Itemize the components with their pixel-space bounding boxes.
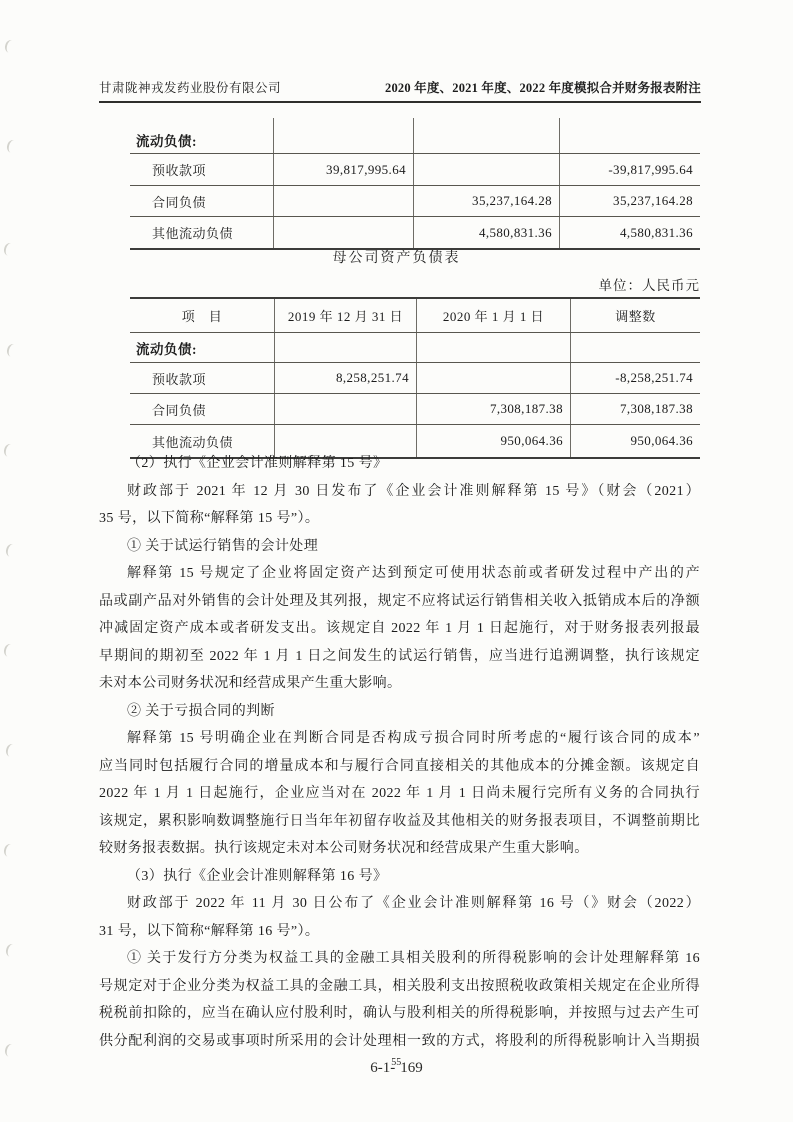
item-cell: 其他流动负债 <box>152 434 234 450</box>
table-row <box>130 393 700 424</box>
header-cell: 调整数 <box>570 299 700 332</box>
body-text-line: （3）执行《企业会计准则解释第 16 号》 <box>127 868 388 884</box>
value-cell: -39,817,995.64 <box>559 154 700 185</box>
table-row <box>130 362 700 393</box>
body-text-line: 冲减固定资产成本或者研发支出。该规定自 2022 年 1 月 1 日起施行，对于财务报表列报最 <box>99 621 700 636</box>
item-cell: 合同负债 <box>152 402 207 418</box>
page-number <box>0 1057 793 1077</box>
value-cell <box>416 333 570 362</box>
page-header <box>99 78 701 103</box>
body-text-line: 税税前扣除的，应当在确认应付股利时，确认与股利相关的所得税影响，并按照与过去产生可 <box>99 1006 700 1021</box>
value-cell <box>570 333 700 362</box>
item-cell: 流动负债: <box>136 134 197 149</box>
body-text-line: 35 号，以下简称“解释第 15 号”）。 <box>99 511 320 526</box>
item-cell: 预收款项 <box>152 163 207 178</box>
value-cell: 35,237,164.28 <box>559 186 700 216</box>
table-row <box>130 216 700 248</box>
item-cell: 预收款项 <box>152 371 207 387</box>
value-cell <box>413 118 559 153</box>
body-text-line: 供分配利润的交易或事项时所采用的会计处理相一致的方式，将股利的所得税影响计入当期损 <box>99 1033 700 1049</box>
item-cell: 其他流动负债 <box>152 226 234 241</box>
body-text-line: 未对本公司财务状况和经营成果产生重大影响。 <box>99 676 402 691</box>
value-cell: 4,580,831.36 <box>559 217 700 248</box>
value-cell <box>273 118 413 153</box>
header-cell: 项 目 <box>181 309 223 324</box>
scan-artifact <box>4 39 18 54</box>
body-text-line: 号规定对于企业分类为权益工具的金融工具，相关股利支出按照税收政策相关规定在企业所得 <box>99 978 700 994</box>
body-text-line: 解释第 15 号明确企业在判断合同是否构成亏损合同时所考虑的“履行该合同的成本” <box>127 731 700 746</box>
value-cell <box>273 186 413 216</box>
body-text-line: 2022 年 1 月 1 日起施行，企业应当对在 2022 年 1 月 1 日尚未履行完所有义务的合同执行 <box>99 786 700 801</box>
value-cell <box>274 333 416 362</box>
liabilities-continuation-table <box>130 118 700 250</box>
value-cell <box>273 217 413 248</box>
value-cell: 4,580,831.36 <box>413 217 559 248</box>
value-cell: 8,258,251.74 <box>274 363 416 393</box>
body-text-line: ② 关于亏损合同的判断 <box>127 703 275 719</box>
body-text-line: 财政部于 2022 年 11 月 30 日公布了《企业会计准则解释第 16 号（》财会（2022） <box>127 896 700 911</box>
body-text-line: 较财务报表数据。执行该规定未对本公司财务状况和经营成果产生重大影响。 <box>99 841 589 856</box>
body-text-line: 早期间的期初至 2022 年 1 月 1 日之间发生的试运行销售，应当进行追溯调整，执行该规定 <box>99 648 700 664</box>
body-text-line: 该规定，累积影响数调整施行日当年年初留存收益及其他相关的财务报表项目，不调整前期比 <box>99 813 700 829</box>
body-text-line: 解释第 15 号规定了企业将固定资产达到预定可使用状态前或者研发过程中产出的产 <box>127 566 700 581</box>
value-cell <box>559 118 700 153</box>
value-cell: 7,308,187.38 <box>416 394 570 424</box>
item-cell: 合同负债 <box>152 194 207 210</box>
item-cell: 流动负债: <box>136 341 197 357</box>
value-cell: 950,064.36 <box>570 425 700 457</box>
body-text-line: 财政部于 2021 年 12 月 30 日发布了《企业会计准则解释第 15 号》（财会（2021） <box>127 483 700 499</box>
table-title: 母公司资产负债表 <box>332 251 461 266</box>
value-cell: -8,258,251.74 <box>570 363 700 393</box>
body-text-line: ① 关于发行方分类为权益工具的金融工具相关股利的所得税影响的会计处理解释第 16 <box>127 951 700 966</box>
table-row <box>130 185 700 216</box>
parent-company-balance-sheet-table <box>130 297 700 459</box>
body-text-line: 品或副产品对外销售的会计处理及其列报，规定不应将试运行销售相关收入抵销成本后的净额 <box>99 593 700 609</box>
header-cell: 2019 年 12 月 31 日 <box>274 299 416 332</box>
value-cell: 39,817,995.64 <box>273 154 413 185</box>
body-text-line: （2）执行《企业会计准则解释第 15 号》 <box>127 456 388 471</box>
report-title: 2020 年度、2021 年度、2022 年度模拟合并财务报表附注 <box>385 81 701 95</box>
scan-artifact <box>3 443 17 458</box>
header-cell: 2020 年 1 月 1 日 <box>416 299 570 332</box>
table-header-row <box>130 299 700 332</box>
table-row <box>130 118 700 153</box>
value-cell <box>416 363 570 393</box>
page-number-prefix: 6-1- <box>370 1060 396 1076</box>
company-name: 甘肃陇神戎发药业股份有限公司 <box>99 81 282 95</box>
value-cell: 35,237,164.28 <box>413 186 559 216</box>
scan-artifact <box>6 139 20 154</box>
scan-artifact <box>4 1043 18 1058</box>
body-text-line: 31 号，以下简称“解释第 16 号”）。 <box>99 923 320 939</box>
scan-artifact <box>3 643 17 658</box>
page-number-total: 169 <box>400 1060 423 1076</box>
body-text-line: ① 关于试运行销售的会计处理 <box>127 538 319 554</box>
value-cell <box>413 154 559 185</box>
value-cell: 950,064.36 <box>416 425 570 457</box>
scan-artifact <box>5 543 19 558</box>
scan-artifact <box>5 743 19 758</box>
table-row <box>130 153 700 185</box>
scan-artifact <box>6 343 20 358</box>
unit-label: 单位：人民币元 <box>598 278 700 293</box>
notes-text <box>99 450 700 1055</box>
page-number-current: 55 <box>391 1057 402 1068</box>
value-cell: 7,308,187.38 <box>570 394 700 424</box>
table-row <box>130 332 700 362</box>
body-text-line: 应当同时包括履行合同的增量成本和与履行合同直接相关的其他成本的分摊金额。该规定自 <box>99 758 700 774</box>
value-cell <box>274 394 416 424</box>
scan-artifact <box>3 843 17 858</box>
scan-artifact <box>5 943 19 958</box>
